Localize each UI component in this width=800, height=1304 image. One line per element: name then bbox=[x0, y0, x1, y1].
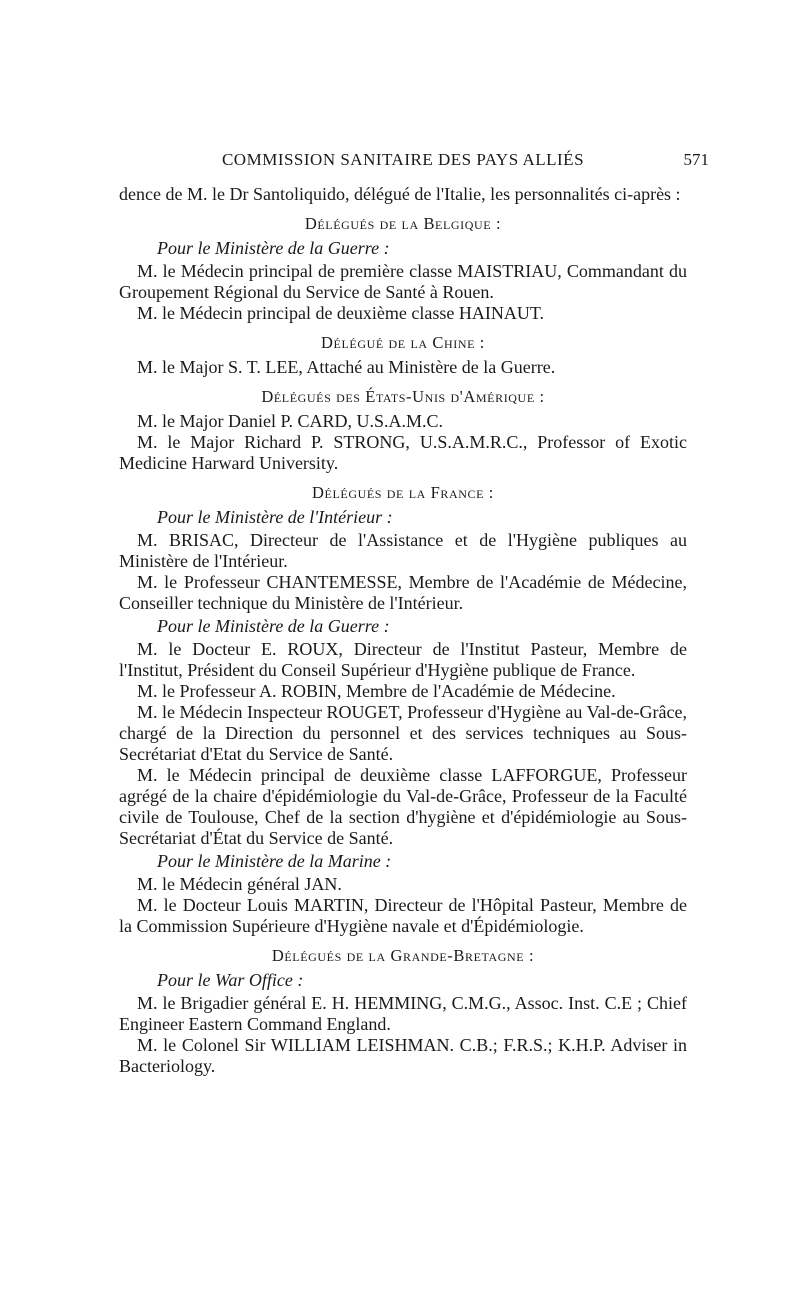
delegate-entry: M. BRISAC, Directeur de l'Assistance et de l'Hygiène publiques au Ministère de l'Intérieur. bbox=[119, 530, 687, 571]
delegate-entry: M. le Médecin Inspecteur ROUGET, Professeur d'Hygiène au Val-de-Grâce, chargé de la Direction du personnel et des services techniques au Sous-Secrétariat d'Etat du Service de Santé. bbox=[119, 702, 687, 764]
delegate-entry: M. le Médecin principal de deuxième classe HAINAUT. bbox=[137, 303, 545, 323]
intro-paragraph: dence de M. le Dr Santoliquido, délégué de l'Italie, les personnalités ci-après : bbox=[119, 184, 681, 204]
ministry-label-marine: Pour le Ministère de la Marine : bbox=[157, 851, 392, 871]
delegate-entry: M. le Médecin général JAN. bbox=[137, 874, 342, 894]
delegate-entry: M. le Brigadier général E. H. HEMMING, C.M.G., Assoc. Inst. C.E ; Chief Engineer Eastern Command England. bbox=[119, 993, 687, 1034]
section-heading-grande-bretagne: Délégués de la Grande-Bretagne : bbox=[271, 946, 535, 965]
ministry-label-guerre-belgique: Pour le Ministère de la Guerre : bbox=[157, 238, 390, 258]
ministry-label-guerre-france: Pour le Ministère de la Guerre : bbox=[157, 616, 390, 636]
ministry-label-war-office: Pour le War Office : bbox=[157, 970, 304, 990]
section-heading-france: Délégués de la France : bbox=[312, 483, 494, 502]
page-number: 571 bbox=[683, 150, 709, 169]
delegate-entry: M. le Médecin principal de première classe MAISTRIAU, Commandant du Groupement Régional du Service de Santé à Rouen. bbox=[119, 261, 687, 302]
section-heading-usa: Délégués des États-Unis d'Amérique : bbox=[261, 387, 545, 406]
delegate-entry: M. le Major Richard P. STRONG, U.S.A.M.R.C., Professor of Exotic Medicine Harward University. bbox=[119, 432, 687, 473]
section-heading-belgique: Délégués de la Belgique : bbox=[304, 214, 502, 233]
delegate-entry: M. le Docteur E. ROUX, Directeur de l'Institut Pasteur, Membre de l'Institut, Président du Conseil Supérieur d'Hygiène publique de France. bbox=[119, 639, 687, 680]
running-header bbox=[119, 150, 709, 180]
delegate-entry: M. le Major Daniel P. CARD, U.S.A.M.C. bbox=[137, 411, 444, 431]
document-page bbox=[119, 150, 709, 1077]
delegate-entry: M. le Professeur CHANTEMESSE, Membre de l'Académie de Médecine, Conseiller technique du Ministère de l'Intérieur. bbox=[119, 572, 687, 613]
delegate-entry: M. le Major S. T. LEE, Attaché au Ministère de la Guerre. bbox=[137, 357, 556, 377]
delegate-entry: M. le Médecin principal de deuxième classe LAFFORGUE, Professeur agrégé de la chaire d'épidémiologie du Val-de-Grâce, Professeur de la Faculté civile de Toulouse, Chef de la section d'hygiène et d'épidémiologie au Sous-Secrétariat d'État du Service de Santé. bbox=[119, 765, 687, 848]
ministry-label-interieur: Pour le Ministère de l'Intérieur : bbox=[157, 507, 393, 527]
section-heading-chine: Délégué de la Chine : bbox=[321, 333, 485, 352]
running-title: COMMISSION SANITAIRE DES PAYS ALLIÉS bbox=[221, 150, 585, 169]
delegate-entry: M. le Colonel Sir WILLIAM LEISHMAN. C.B.; F.R.S.; K.H.P. Adviser in Bacteriology. bbox=[119, 1035, 687, 1076]
delegate-entry: M. le Docteur Louis MARTIN, Directeur de l'Hôpital Pasteur, Membre de la Commission Supérieure d'Hygiène navale et d'Épidémiologie. bbox=[119, 895, 687, 936]
delegate-entry: M. le Professeur A. ROBIN, Membre de l'Académie de Médecine. bbox=[137, 681, 616, 701]
